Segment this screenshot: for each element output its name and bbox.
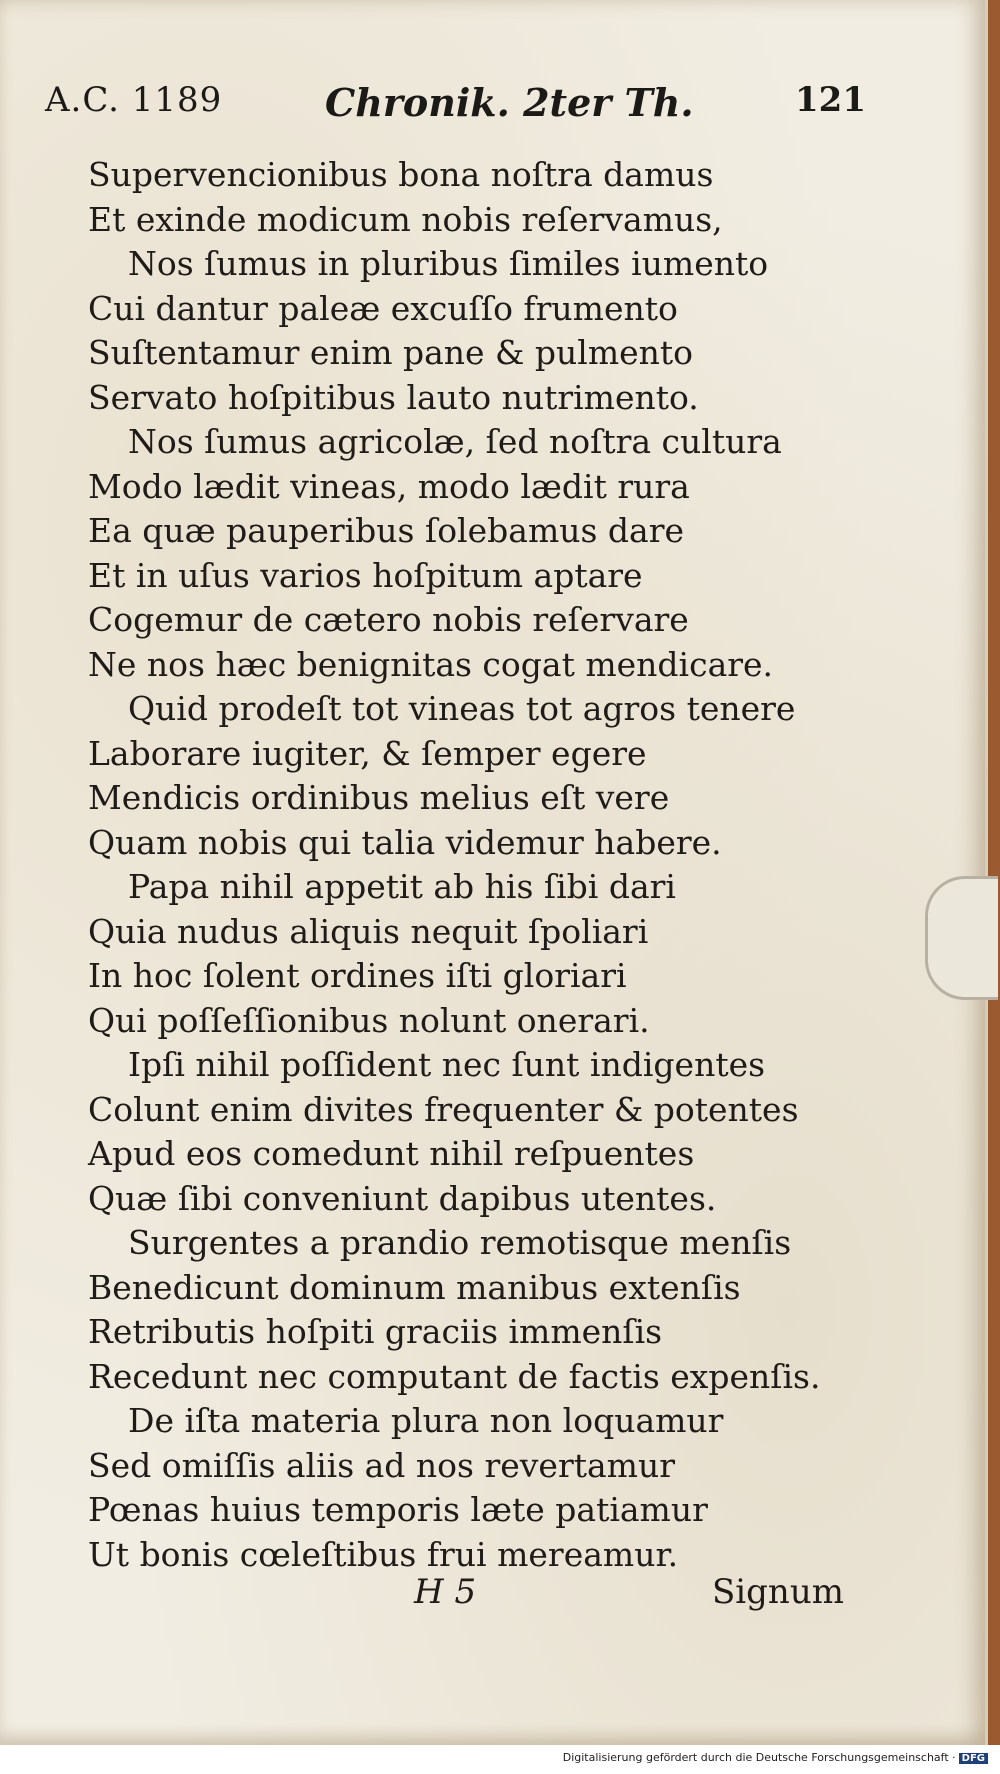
verse-line: Cogemur de cætero nobis reſervare	[88, 600, 689, 639]
signature-mark: H 5	[414, 1572, 477, 1612]
verse-line: Et exinde modicum nobis reſervamus,	[88, 199, 723, 239]
verse-line: Suſtentamur enim pane & pulmento	[88, 333, 694, 372]
credit-text: Digitalisierung gefördert durch die Deutsche Forschungsgemeinschaft ·	[562, 1751, 956, 1764]
verse-line: Ut bonis cœleſtibus frui mereamur.	[88, 1534, 679, 1574]
verse-line: Quid prodeſt tot vineas tot agros tenere	[128, 689, 796, 728]
verse-line: Apud eos comedunt nihil reſpuentes	[88, 1134, 695, 1173]
verse-line: Papa nihil appetit ab his ſibi dari	[128, 867, 676, 906]
verse-line: Quam nobis qui talia videmur habere.	[88, 822, 722, 862]
dfg-logo: DFG	[959, 1753, 988, 1764]
verse-line: Surgentes a prandio remotisque menſis	[128, 1223, 792, 1262]
running-header	[0, 80, 985, 130]
verse-line: Colunt enim divites frequenter & potentes	[88, 1089, 799, 1129]
verse-line: Ea quæ pauperibus ſolebamus dare	[88, 511, 685, 550]
verse-line: De iſta materia plura non loquamur	[128, 1401, 724, 1440]
bookmark-tab	[925, 876, 998, 1000]
verse-line: Ne nos hæc benignitas cogat mendicare.	[88, 644, 774, 684]
verse-line: Sed omiſſis aliis ad nos revertamur	[88, 1445, 675, 1485]
verse-line: Servato hoſpitibus lauto nutrimento.	[88, 377, 699, 417]
verse-line: Cui dantur paleæ excuſſo frumento	[88, 288, 678, 328]
verse-line: Nos ſumus in pluribus ſimiles iumento	[128, 244, 769, 283]
verse-line: Mendicis ordinibus melius eſt vere	[88, 778, 670, 817]
verse-line: Recedunt nec computant de factis expenſis.	[88, 1356, 821, 1396]
verse-line: Ipſi nihil poſſident nec ſunt indigentes	[128, 1045, 766, 1084]
verse-line: Qui poſſeſſionibus nolunt onerari.	[88, 1000, 650, 1040]
verse-line: Quæ ſibi conveniunt dapibus utentes.	[88, 1178, 717, 1218]
verse-line: Et in uſus varios hoſpitum aptare	[88, 555, 643, 595]
verse-line: In hoc ſolent ordines iſti gloriari	[88, 956, 627, 995]
verse-line: Benedicunt dominum manibus extenſis	[88, 1267, 741, 1307]
header-title: Chronik. 2ter Th.	[325, 80, 694, 125]
verse-line: Supervencionibus bona noſtra damus	[88, 155, 714, 194]
catchword: Signum	[712, 1572, 844, 1612]
verse-line: Quia nudus aliquis nequit ſpoliari	[88, 911, 649, 951]
verse-line: Pœnas huius temporis læte patiamur	[88, 1490, 708, 1529]
funding-credit	[563, 1751, 988, 1764]
verse-line: Retributis hoſpiti graciis immenſis	[88, 1312, 663, 1351]
header-year: A.C. 1189	[45, 80, 223, 120]
verse-line: Nos ſumus agricolæ, ſed noſtra cultura	[128, 422, 782, 461]
page-number: 121	[795, 80, 866, 120]
verse-line: Modo lædit vineas, modo lædit rura	[88, 466, 690, 506]
verse-line: Laborare iugiter, & ſemper egere	[88, 733, 647, 773]
